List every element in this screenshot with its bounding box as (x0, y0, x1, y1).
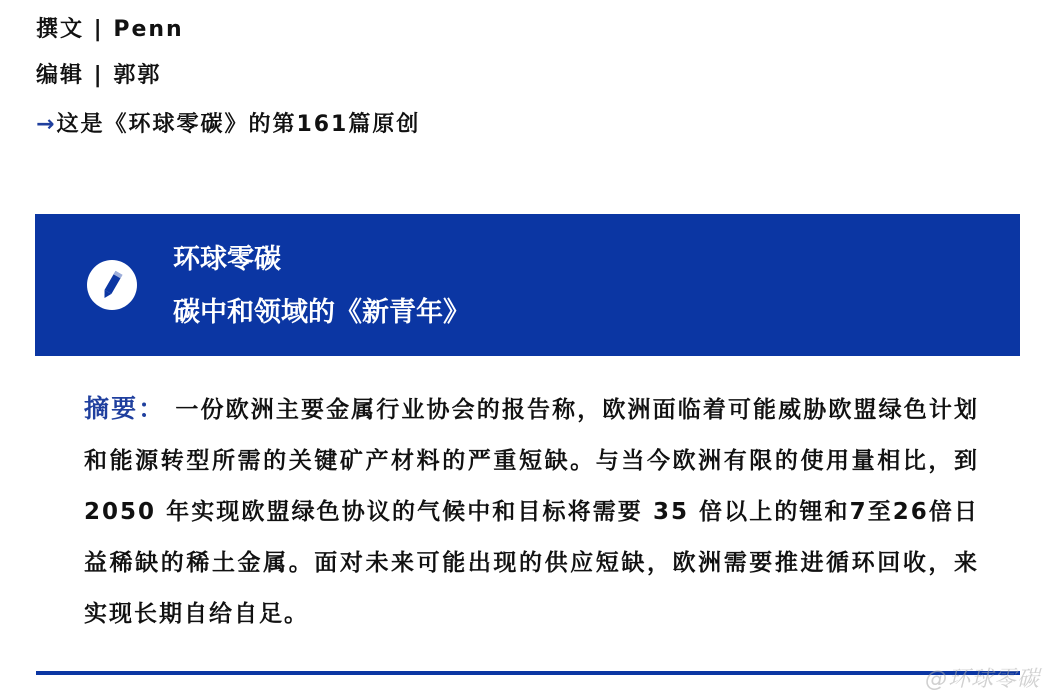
author-line: 撰文 | Penn (36, 17, 184, 42)
banner-title: 环球零碳 (173, 244, 281, 275)
abstract-label: 摘要： (84, 394, 166, 423)
pen-icon (87, 260, 137, 310)
arrow-icon: → (36, 112, 57, 137)
editor-line: 编辑 | 郭郭 (36, 63, 162, 88)
column-banner (35, 214, 1020, 356)
abstract-text: 一份欧洲主要金属行业协会的报告称，欧洲面临着可能威胁欧盟绿色计划和能源转型所需的关键矿产材料的严重短缺。与当今欧洲有限的使用量相比，到 2050 年实现欧盟绿色协议的气候中和目标将需要 35 倍以上的锂和7至26倍日益稀缺的稀土金属。面对未来可能出现的供应短缺，欧洲需要推进循环回收，来实现长期自给自足。 (84, 397, 979, 627)
bottom-divider (36, 671, 1020, 675)
original-note: 这是《环球零碳》的第161篇原创 (56, 112, 421, 137)
watermark: @环球零碳 (924, 667, 1040, 692)
banner-subtitle: 碳中和领域的《新青年》 (173, 297, 470, 328)
abstract-paragraph (84, 383, 979, 640)
original-note-line (36, 111, 420, 139)
